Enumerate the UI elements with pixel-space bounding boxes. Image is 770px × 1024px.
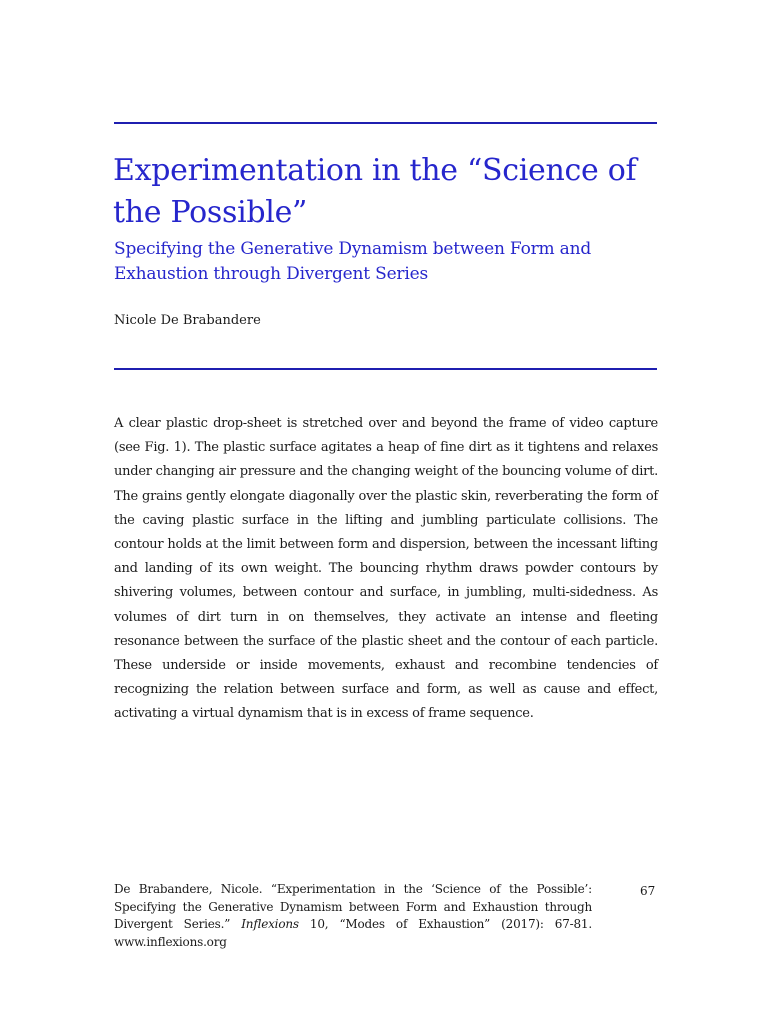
- article-subtitle: Specifying the Generative Dynamism between Form and Exhaustion through Divergent Series: [114, 239, 592, 284]
- citation: [114, 881, 592, 951]
- article-title: Experimentation in the “Science of the Possible”: [113, 153, 637, 230]
- citation-text: De Brabandere, Nicole. “Experimentation in the ‘Science of the Possible’: Specifying the Generative Dynamism between Form and Exhaustion through Divergent Series.”: [114, 882, 592, 931]
- body-paragraph: A clear plastic drop-sheet is stretched over and beyond the frame of video capture (see Fig. 1). The plastic surface agitates a heap of fine dirt as it tightens and relaxes under changing air pressure and the changing weight of the bouncing volume of dirt. The grains gently elongate diagonally over the plastic skin, reverberating the form of the caving plastic surface in the lifting and jumbling particulate collisions. The contour holds at the limit between form and dispersion, between the incessant lifting and landing of its own weight. The bouncing rhythm draws powder contours by shivering volumes, between contour and surface, in jumbling, multi-sidedness. As volumes of dirt turn in on themselves, they activate an intense and fleeting resonance between the surface of the plastic sheet and the contour of each particle. These underside or inside movements, exhaust and recombine tendencies of recognizing the relation between surface and form, as well as cause and effect, activating a virtual dynamism that is in excess of frame sequence.: [114, 416, 658, 722]
- bottom-divider: [114, 368, 657, 370]
- top-divider: [114, 122, 657, 124]
- author-name: Nicole De Brabandere: [114, 313, 261, 328]
- citation-journal: Inflexions: [241, 917, 299, 931]
- page-number: 67: [640, 884, 656, 898]
- citation-details: 10, “Modes of Exhaustion” (2017): 67-81. www.inflexions.org: [114, 917, 592, 949]
